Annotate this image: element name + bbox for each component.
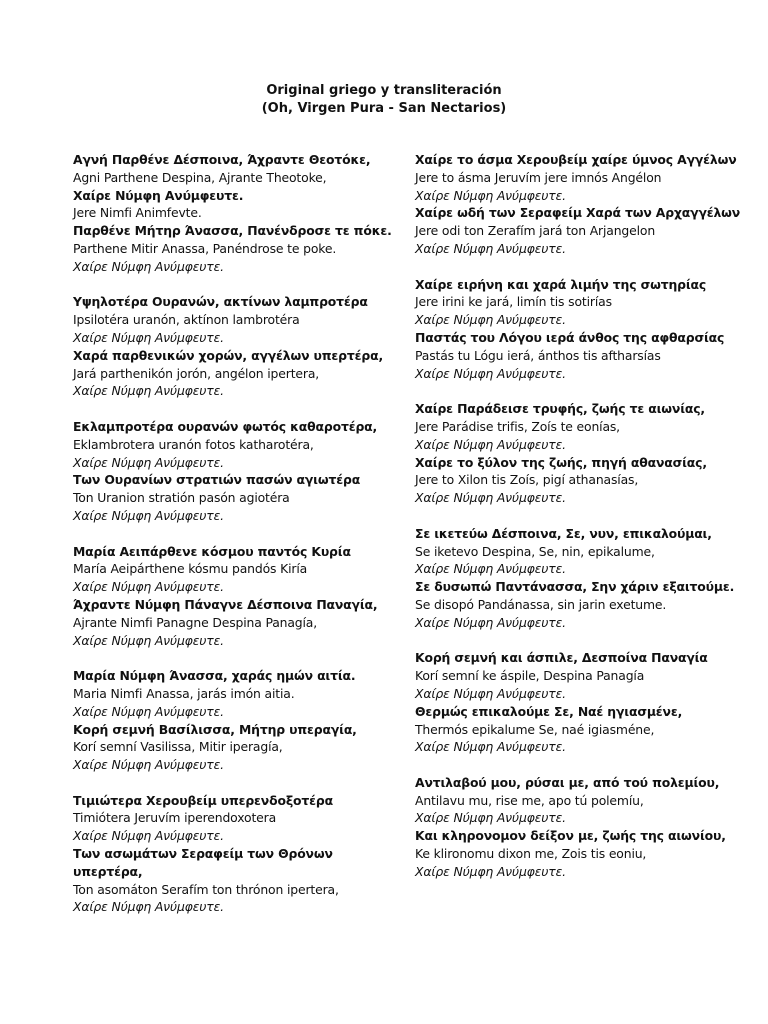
greek-line: Παρθένε Μήτηρ Άνασσα, Πανένδροσε τε πόκε. bbox=[73, 223, 392, 239]
greek-line: Χαίρε το ξύλον της ζωής, πηγή αθανασίας, bbox=[415, 454, 707, 470]
greek-line: Θερμώς επικαλούμε Σε, Ναέ ηγιασμένε, bbox=[415, 703, 683, 719]
greek-line: Κορή σεμνή και άσπιλε, Δεσποίνα Παναγία bbox=[415, 650, 708, 666]
transliteration-line: Ke klironomu dixon me, Zois tis eoniu, bbox=[415, 846, 647, 862]
refrain-line: Χαίρε Νύμφη Ανύμφευτε. bbox=[415, 365, 566, 381]
refrain-line: Χαίρε Νύμφη Ανύμφευτε. bbox=[73, 757, 224, 773]
greek-line: υπερτέρα, bbox=[73, 863, 143, 879]
transliteration-line: Antilavu mu, rise me, apo tú polemíu, bbox=[415, 792, 644, 808]
transliteration-line: Ipsilotéra uranón, aktínon lambrotéra bbox=[73, 312, 300, 328]
stanza bbox=[415, 151, 755, 258]
stanza bbox=[73, 543, 403, 650]
refrain-line: Χαίρε Νύμφη Ανύμφευτε. bbox=[415, 240, 566, 256]
transliteration-line: María Aeipárthene kósmu pandós Kiría bbox=[73, 561, 308, 577]
stanza bbox=[415, 649, 755, 756]
greek-line: Εκλαμπροτέρα ουρανών φωτός καθαροτέρα, bbox=[73, 418, 378, 434]
refrain-line: Χαίρε Νύμφη Ανύμφευτε. bbox=[415, 614, 566, 630]
greek-line: Χαίρε Νύμφη Ανύμφευτε. bbox=[73, 187, 244, 203]
transliteration-line: Eklambrotera uranón fotos katharotéra, bbox=[73, 436, 314, 452]
transliteration-line: Ton asomáton Serafím ton thrónon ipertera, bbox=[73, 881, 339, 897]
greek-line: Των ασωμάτων Σεραφείμ των Θρόνων bbox=[73, 846, 333, 862]
refrain-line: Χαίρε Νύμφη Ανύμφευτε. bbox=[415, 436, 566, 452]
stanza-gap bbox=[73, 276, 403, 294]
refrain-line: Χαίρε Νύμφη Ανύμφευτε. bbox=[73, 899, 224, 915]
refrain-line: Χαίρε Νύμφη Ανύμφευτε. bbox=[73, 507, 224, 523]
transliteration-line: Ton Uranion stratión pasón agiotéra bbox=[73, 490, 290, 506]
greek-line: Κορή σεμνή Βασίλισσα, Μήτηρ υπεραγία, bbox=[73, 721, 357, 737]
stanza bbox=[73, 667, 403, 774]
refrain-line: Χαίρε Νύμφη Ανύμφευτε. bbox=[73, 632, 224, 648]
transliteration-line: Parthene Mitir Anassa, Panéndrose te poke. bbox=[73, 240, 337, 256]
refrain-line: Χαίρε Νύμφη Ανύμφευτε. bbox=[415, 685, 566, 701]
transliteration-line: Jere odi ton Zerafím jará ton Arjangelon bbox=[415, 223, 656, 239]
refrain-line: Χαίρε Νύμφη Ανύμφευτε. bbox=[73, 579, 224, 595]
refrain-line: Χαίρε Νύμφη Ανύμφευτε. bbox=[415, 490, 566, 506]
left-column bbox=[73, 151, 403, 916]
stanza bbox=[73, 418, 403, 525]
transliteration-line: Korí semní ke áspile, Despina Panagía bbox=[415, 668, 645, 684]
transliteration-line: Se iketevo Despina, Se, nin, epikalume, bbox=[415, 543, 655, 559]
refrain-line: Χαίρε Νύμφη Ανύμφευτε. bbox=[73, 258, 224, 274]
transliteration-line: Thermós epikalume Se, naé igiasméne, bbox=[415, 721, 655, 737]
transliteration-line: Jará parthenikón jorón, angélon ipertera, bbox=[73, 365, 320, 381]
greek-line: Χαίρε ειρήνη και χαρά λιμήν της σωτηρίας bbox=[415, 276, 707, 292]
refrain-line: Χαίρε Νύμφη Ανύμφευτε. bbox=[73, 454, 224, 470]
refrain-line: Χαίρε Νύμφη Ανύμφευτε. bbox=[73, 703, 224, 719]
stanza-gap bbox=[415, 756, 755, 774]
stanza-gap bbox=[73, 649, 403, 667]
refrain-line: Χαίρε Νύμφη Ανύμφευτε. bbox=[73, 828, 224, 844]
transliteration-line: Agni Parthene Despina, Ajrante Theotoke, bbox=[73, 169, 327, 185]
document-subtitle: (Oh, Virgen Pura - San Nectarios) bbox=[261, 101, 507, 116]
transliteration-line: Jere to ásma Jeruvím jere imnós Angélon bbox=[415, 169, 662, 185]
greek-line: Μαρία Νύμφη Άνασσα, χαράς ημών αιτία. bbox=[73, 668, 356, 684]
transliteration-line: Ajrante Nimfi Panagne Despina Panagía, bbox=[73, 614, 318, 630]
greek-line: Των Ουρανίων στρατιών πασών αγιωτέρα bbox=[73, 472, 361, 488]
refrain-line: Χαίρε Νύμφη Ανύμφευτε. bbox=[73, 383, 224, 399]
stanza-gap bbox=[415, 382, 755, 400]
greek-line: Χαίρε ωδή των Σεραφείμ Χαρά των Αρχαγγέλων bbox=[415, 205, 741, 221]
transliteration-line: Jere irini ke jará, limín tis sotirías bbox=[415, 294, 612, 310]
refrain-line: Χαίρε Νύμφη Ανύμφευτε. bbox=[415, 561, 566, 577]
stanza bbox=[415, 400, 755, 507]
greek-line: Μαρία Αειπάρθενε κόσμου παντός Κυρία bbox=[73, 543, 351, 559]
transliteration-line: Se disopó Pandánassa, sin jarin exetume. bbox=[415, 596, 667, 612]
greek-line: Χαίρε Παράδεισε τρυφής, ζωής τε αιωνίας, bbox=[415, 401, 705, 417]
greek-line: Χαρά παρθενικών χορών, αγγέλων υπερτέρα, bbox=[73, 347, 384, 363]
stanza-gap bbox=[415, 507, 755, 525]
transliteration-line: Jere Parádise trifis, Zoís te eonías, bbox=[415, 418, 620, 434]
greek-line: Αγνή Παρθένε Δέσποινα, Άχραντε Θεοτόκε, bbox=[73, 152, 371, 167]
stanza bbox=[415, 774, 755, 881]
refrain-line: Χαίρε Νύμφη Ανύμφευτε. bbox=[415, 810, 566, 826]
document-title: Original griego y transliteración bbox=[266, 83, 502, 98]
greek-line: Άχραντε Νύμφη Πάναγνε Δέσποινα Παναγία, bbox=[73, 596, 378, 612]
greek-line: Χαίρε το άσμα Χερουβείμ χαίρε ύμνος Αγγέλων bbox=[415, 152, 737, 167]
stanza-gap bbox=[415, 632, 755, 650]
stanza bbox=[415, 525, 755, 632]
greek-line: Αντιλαβού μου, ρύσαι με, από τού πολεμίου, bbox=[415, 774, 720, 790]
transliteration-line: Timiótera Jeruvím iperendoxotera bbox=[73, 810, 277, 826]
transliteration-line: Pastás tu Lógu ierá, ánthos tis aftharsías bbox=[415, 347, 661, 363]
stanza bbox=[415, 276, 755, 383]
stanza bbox=[73, 792, 403, 917]
greek-line: Τιμιώτερα Χερουβείμ υπερενδοξοτέρα bbox=[73, 792, 333, 808]
refrain-line: Χαίρε Νύμφη Ανύμφευτε. bbox=[415, 187, 566, 203]
transliteration-line: Korí semní Vasilissa, Mitir iperagía, bbox=[73, 739, 283, 755]
refrain-line: Χαίρε Νύμφη Ανύμφευτε. bbox=[73, 329, 224, 345]
stanza bbox=[73, 293, 403, 400]
greek-line: Υψηλοτέρα Ουρανών, ακτίνων λαμπροτέρα bbox=[73, 294, 368, 310]
stanza-gap bbox=[73, 525, 403, 543]
refrain-line: Χαίρε Νύμφη Ανύμφευτε. bbox=[415, 863, 566, 879]
stanza-gap bbox=[415, 258, 755, 276]
transliteration-line: Jere to Xilon tis Zoís, pigí athanasías, bbox=[415, 472, 639, 488]
greek-line: Σε δυσωπώ Παντάνασσα, Σην χάριν εξαιτούμε. bbox=[415, 579, 735, 595]
refrain-line: Χαίρε Νύμφη Ανύμφευτε. bbox=[415, 312, 566, 328]
transliteration-line: Maria Nimfi Anassa, jarás imón aitia. bbox=[73, 685, 295, 701]
greek-line: Και κληρονομον δείξον με, ζωής της αιωνίου, bbox=[415, 828, 726, 844]
right-column bbox=[415, 151, 755, 881]
stanza bbox=[73, 151, 403, 276]
greek-line: Παστάς του Λόγου ιερά άνθος της αφθαρσίας bbox=[415, 329, 725, 345]
refrain-line: Χαίρε Νύμφη Ανύμφευτε. bbox=[415, 739, 566, 755]
stanza-gap bbox=[73, 774, 403, 792]
greek-line: Σε ικετεύω Δέσποινα, Σε, νυν, επικαλούμαι, bbox=[415, 525, 712, 541]
stanza-gap bbox=[73, 400, 403, 418]
transliteration-line: Jere Nimfi Animfevte. bbox=[73, 205, 202, 221]
